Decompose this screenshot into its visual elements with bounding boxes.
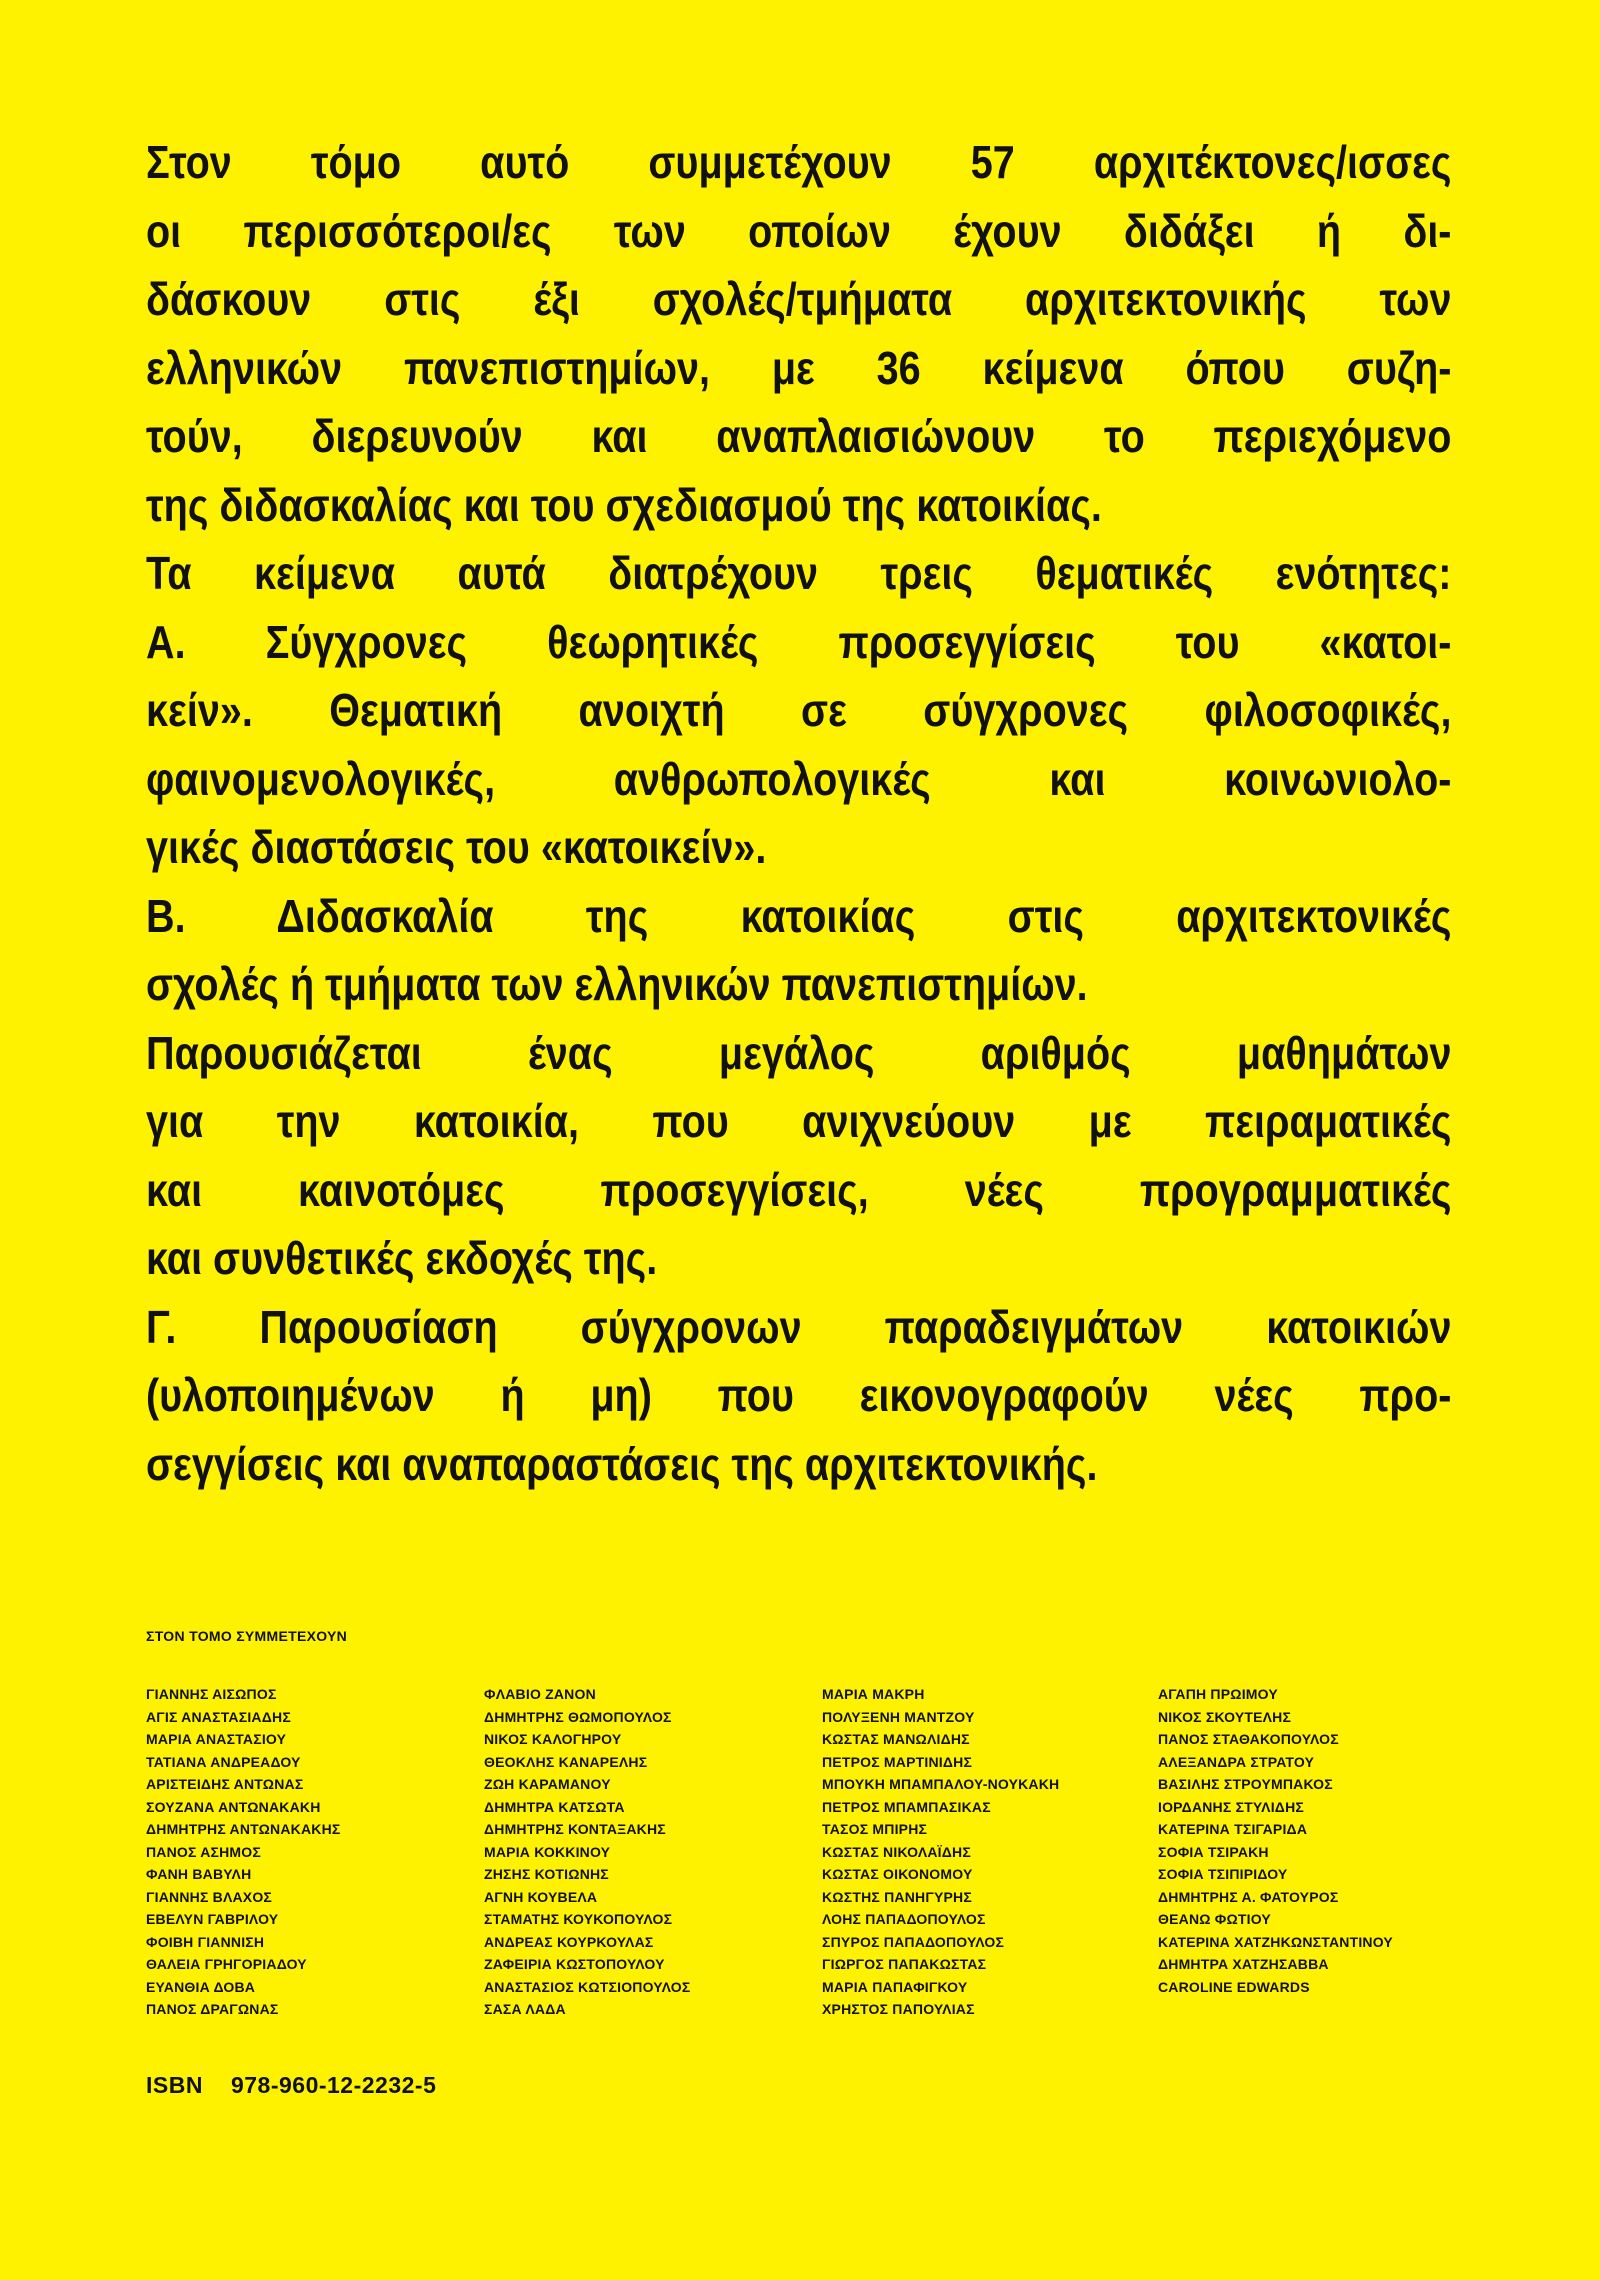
contributor-name: ΚΑΤΕΡΙΝΑ ΧΑΤΖΗΚΩΝΣΤΑΝΤΙΝΟΥ (1158, 1933, 1393, 1950)
blurb-line: Στον τόμο αυτό συμμετέχουν 57 αρχιτέκτονες/ισσες (146, 136, 1452, 188)
contributor-name: ΑΓΑΠΗ ΠΡΩΙΜΟΥ (1158, 1686, 1278, 1702)
blurb-line: (υλοποιημένων ή μη) που εικονογραφούν νέες προ- (146, 1369, 1452, 1421)
contributor-name: ΔΗΜΗΤΡΗΣ Α. ΦΑΤΟΥΡΟΣ (1158, 1888, 1339, 1905)
contributor-name: ΝΙΚΟΣ ΣΚΟΥΤΕΛΗΣ (1158, 1708, 1292, 1725)
isbn-label: ISBN (146, 2072, 203, 2098)
blurb-line: φαινομενολογικές, ανθρωπολογικές και κοινωνιολο- (146, 752, 1452, 805)
blurb-line: οι περισσότεροι/ες των οποίων έχουν διδάξει ή δι- (146, 204, 1452, 257)
contributor-name: ΚΩΣΤΑΣ ΜΑΝΩΛΙΔΗΣ (822, 1731, 970, 1747)
blurb-line: ελληνικών πανεπιστημίων, με 36 κείμενα όπου συζη- (146, 341, 1452, 394)
contributors-column (1158, 1683, 1393, 1998)
contributor-name: ΣΤΑΜΑΤΗΣ ΚΟΥΚΟΠΟΥΛΟΣ (484, 1911, 673, 1927)
contributor-name: ΦΟΙΒΗ ΓΙΑΝΝΙΣΗ (146, 1933, 265, 1950)
blurb-text (146, 128, 1451, 1498)
contributor-name: ΒΑΣΙΛΗΣ ΣΤΡΟΥΜΠΑΚΟΣ (1158, 1776, 1333, 1792)
contributor-name: ΕΒΕΛΥΝ ΓΑΒΡΙΛΟΥ (146, 1911, 279, 1927)
contributor-name: ΔΗΜΗΤΡΗΣ ΑΝΤΩΝΑΚΑΚΗΣ (146, 1821, 341, 1837)
contributor-name: ΜΑΡΙΑ ΠΑΠΑΦΙΓΚΟΥ (822, 1978, 968, 1995)
contributor-name: ΑΝΔΡΕΑΣ ΚΟΥΡΚΟΥΛΑΣ (484, 1933, 654, 1950)
blurb-line: δάσκουν στις έξι σχολές/τμήματα αρχιτεκτονικής των (146, 273, 1452, 325)
contributor-name: ΣΟΥΖΑΝΑ ΑΝΤΩΝΑΚΑΚΗ (146, 1798, 321, 1815)
contributor-name: ΓΙΩΡΓΟΣ ΠΑΠΑΚΩΣΤΑΣ (822, 1956, 987, 1972)
contributor-name: ΖΩΗ ΚΑΡΑΜΑΝΟΥ (484, 1776, 611, 1792)
contributor-name: ΧΡΗΣΤΟΣ ΠΑΠΟΥΛΙΑΣ (822, 2001, 975, 2017)
contributor-name: ΜΑΡΙΑ ΑΝΑΣΤΑΣΙΟΥ (146, 1731, 287, 1747)
isbn (146, 2072, 436, 2099)
contributor-name: ΜΑΡΙΑ ΜΑΚΡΗ (822, 1686, 925, 1702)
contributor-name: ΠΑΝΟΣ ΔΡΑΓΩΝΑΣ (146, 2001, 279, 2017)
contributors-column (822, 1683, 1059, 2021)
contributor-name: ΣΑΣΑ ΛΑΔΑ (484, 2001, 566, 2017)
blurb-line: Τα κείμενα αυτά διατρέχουν τρεις θεματικές ενότητες: (146, 547, 1452, 599)
contributor-name: ΔΗΜΗΤΡΗΣ ΚΟΝΤΑΞΑΚΗΣ (484, 1821, 666, 1837)
contributor-name: ΓΙΑΝΝΗΣ ΒΛΑΧΟΣ (146, 1888, 273, 1905)
contributor-name: ΚΩΣΤΑΣ ΝΙΚΟΛΑΪΔΗΣ (822, 1843, 971, 1860)
contributor-name: ΝΙΚΟΣ ΚΑΛΟΓΗΡΟΥ (484, 1731, 622, 1747)
contributor-name: ΣΠΥΡΟΣ ΠΑΠΑΔΟΠΟΥΛΟΣ (822, 1933, 1005, 1950)
contributor-name: ΤΑΤΙΑΝΑ ΑΝΔΡΕΑΔΟΥ (146, 1753, 301, 1770)
contributor-name: ΔΗΜΗΤΡΑ ΧΑΤΖΗΣΑΒΒΑ (1158, 1956, 1329, 1972)
contributor-name: ΖΗΣΗΣ ΚΟΤΙΩΝΗΣ (484, 1866, 609, 1882)
contributor-name: ΔΗΜΗΤΡΗΣ ΘΩΜΟΠΟΥΛΟΣ (484, 1708, 672, 1725)
blurb-line: σεγγίσεις και αναπαραστάσεις της αρχιτεκτονικής. (146, 1437, 1098, 1490)
contributor-name: ΑΛΕΞΑΝΔΡΑ ΣΤΡΑΤΟΥ (1158, 1753, 1315, 1770)
contributors-title: ΣΤΟΝ ΤΟΜΟ ΣΥΜΜΕΤΕΧΟΥΝ (146, 1628, 348, 1644)
blurb-line: και συνθετικές εκδοχές της. (146, 1232, 658, 1284)
contributor-name: ΜΠΟΥΚΗ ΜΠΑΜΠΑΛΟΥ-ΝΟΥΚΑΚΗ (822, 1776, 1060, 1792)
blurb-line: γικές διαστάσεις του «κατοικείν». (146, 821, 767, 873)
isbn-number: 978-960-12-2232-5 (230, 2072, 437, 2098)
contributor-name: ΠΑΝΟΣ ΑΣΗΜΟΣ (146, 1843, 261, 1860)
contributor-name: ΦΛΑΒΙΟ ΖΑΝΟΝ (484, 1686, 596, 1702)
contributor-name: ΛΟΗΣ ΠΑΠΑΔΟΠΟΥΛΟΣ (822, 1911, 986, 1927)
contributor-name: ΦΑΝΗ ΒΑΒΥΛΗ (146, 1866, 252, 1882)
contributor-name: ΜΑΡΙΑ ΚΟΚΚΙΝΟΥ (484, 1843, 611, 1860)
contributor-name: ΘΑΛΕΙΑ ΓΡΗΓΟΡΙΑΔΟΥ (146, 1956, 307, 1972)
blurb-line: της διδασκαλίας και του σχεδιασμού της κατοικίας. (146, 478, 1102, 531)
contributors-column (484, 1683, 690, 2021)
contributor-name: ΘΕΑΝΩ ΦΩΤΙΟΥ (1158, 1911, 1271, 1927)
contributor-name: ΑΓΙΣ ΑΝΑΣΤΑΣΙΑΔΗΣ (146, 1708, 291, 1725)
contributor-name: ΔΗΜΗΤΡΑ ΚΑΤΣΩΤΑ (484, 1798, 625, 1815)
contributor-name: ΚΑΤΕΡΙΝΑ ΤΣΙΓΑΡΙΔΑ (1158, 1821, 1308, 1837)
contributor-name: ΚΩΣΤΑΣ ΟΙΚΟΝΟΜΟΥ (822, 1866, 973, 1882)
contributor-name: ΓΙΑΝΝΗΣ ΑΙΣΩΠΟΣ (146, 1686, 277, 1702)
contributors-column (146, 1683, 341, 2021)
contributor-name: ΕΥΑΝΘΙΑ ΔΟΒΑ (146, 1978, 256, 1995)
blurb-line: κείν». Θεματική ανοιχτή σε σύγχρονες φιλοσοφικές, (146, 684, 1452, 736)
blurb-line: Β. Διδασκαλία της κατοικίας στις αρχιτεκτονικές (146, 889, 1452, 942)
contributor-name: ΠΕΤΡΟΣ ΜΠΑΜΠΑΣΙΚΑΣ (822, 1798, 991, 1815)
contributor-name: ΣΟΦΙΑ ΤΣΙΠΙΡΙΔΟΥ (1158, 1866, 1288, 1882)
contributor-name: ΑΡΙΣΤΕΙΔΗΣ ΑΝΤΩΝΑΣ (146, 1776, 304, 1792)
contributor-name: ΠΑΝΟΣ ΣΤΑΘΑΚΟΠΟΥΛΟΣ (1158, 1731, 1339, 1747)
contributor-name: ΑΓΝΗ ΚΟΥΒΕΛΑ (484, 1888, 598, 1905)
contributor-name: ΚΩΣΤΗΣ ΠΑΝΗΓΥΡΗΣ (822, 1888, 972, 1905)
contributor-name: ΙΟΡΔΑΝΗΣ ΣΤΥΛΙΔΗΣ (1158, 1798, 1304, 1815)
contributor-name: CAROLINE EDWARDS (1158, 1978, 1310, 1995)
blurb-line: και καινοτόμες προσεγγίσεις, νέες προγραμματικές (146, 1163, 1452, 1216)
contributor-name: ΑΝΑΣΤΑΣΙΟΣ ΚΩΤΣΙΟΠΟΥΛΟΣ (484, 1978, 691, 1995)
blurb-line: Γ. Παρουσίαση σύγχρονων παραδειγμάτων κατοικιών (146, 1300, 1452, 1353)
blurb-line: Α. Σύγχρονες θεωρητικές προσεγγίσεις του «κατοι- (146, 615, 1452, 668)
contributor-name: ΣΟΦΙΑ ΤΣΙΡΑΚΗ (1158, 1843, 1269, 1860)
contributor-name: ΤΑΣΟΣ ΜΠΙΡΗΣ (822, 1821, 928, 1837)
contributor-name: ΖΑΦΕΙΡΙΑ ΚΩΣΤΟΠΟΥΛΟΥ (484, 1956, 665, 1972)
contributor-name: ΠΟΛΥΞΕΝΗ ΜΑΝΤΖΟΥ (822, 1708, 975, 1725)
blurb-line: για την κατοικία, που ανιχνεύουν με πειραματικές (146, 1095, 1452, 1147)
blurb-line: τούν, διερευνούν και αναπλαισιώνουν το περιεχόμενο (146, 410, 1452, 462)
blurb-line: σχολές ή τμήματα των ελληνικών πανεπιστημίων. (146, 958, 1088, 1010)
blurb-line: Παρουσιάζεται ένας μεγάλος αριθμός μαθημάτων (146, 1026, 1452, 1079)
contributor-name: ΘΕΟΚΛΗΣ ΚΑΝΑΡΕΛΗΣ (484, 1753, 648, 1770)
contributor-name: ΠΕΤΡΟΣ ΜΑΡΤΙΝΙΔΗΣ (822, 1753, 973, 1770)
